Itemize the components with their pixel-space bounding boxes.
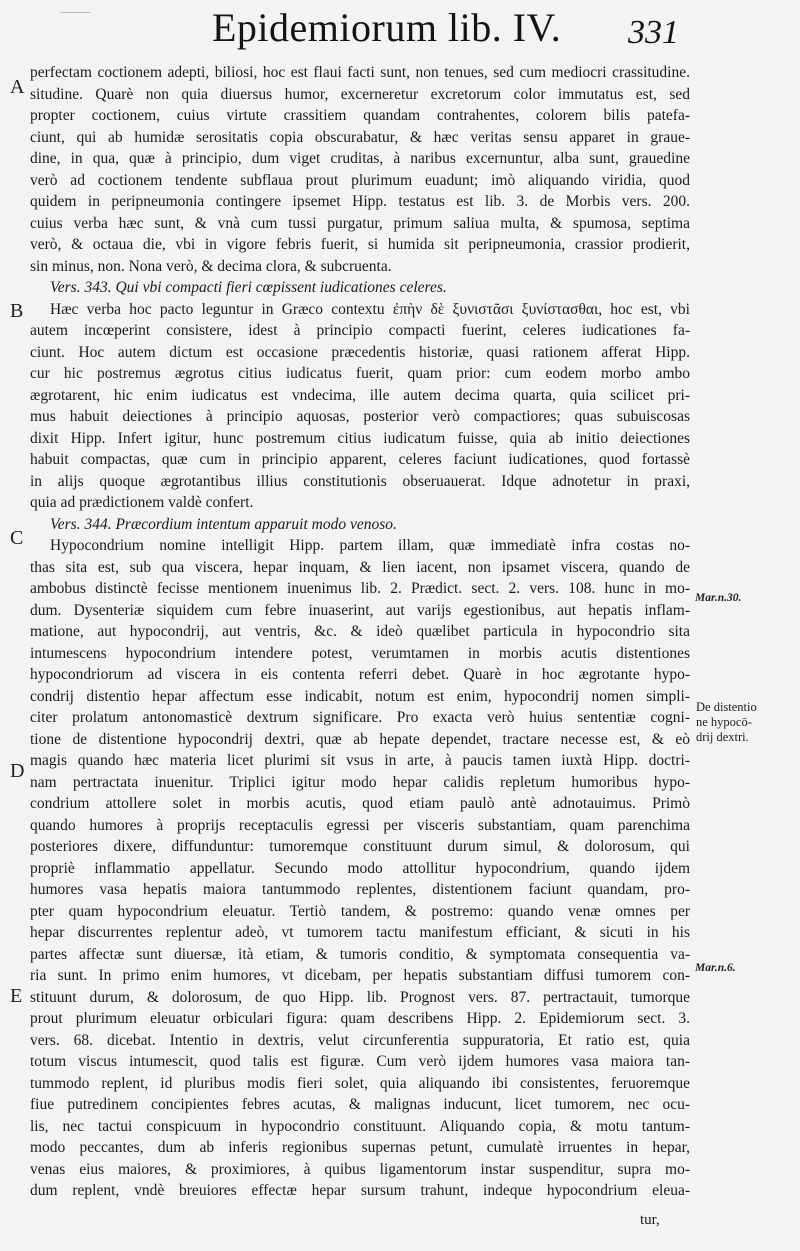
text-line: propter coctionem, cuius virtute crassitiem quandam contrahentes, colorem bilis patefa- (30, 107, 690, 124)
text-line: citer prolatum antonomasticè dextrum significare. Pro exacta verò huius sententiæ cogni- (30, 709, 690, 726)
text-line: sin minus, non. Nona verò, & decima clora, & subcruenta. (30, 257, 392, 275)
text-line: habuit compactas, quæ cum in principio apparent, celeres faciunt iudicationes, quod fortassè (30, 451, 690, 468)
text-line: matione, aut hypocondrij, aut ventris, &c. & ideò quælibet particula in hypocondrio sita (30, 623, 690, 640)
text-line: Hypocondrium nomine intelligit Hipp. partem illam, quæ immediatè infra costas no- (50, 537, 690, 554)
text-line: lis, nec tactui conspicuum in hypocondrio constituunt. Aliquando copia, & motu tantum- (30, 1117, 690, 1135)
margin-letter-e: E (10, 985, 23, 1007)
text-line: pter quam hypocondrium eleuatur. Tertiò tandem, & postremo: quando venæ omnes per (30, 902, 690, 920)
running-title: Epidemiorum lib. IV. (212, 5, 562, 50)
text-line: nam pertractata inuenitur. Triplici igitur modo hepar calidis repletum humoribus hypo- (30, 773, 690, 791)
text-line: autem incœperint consistere, idest à principio compacti fuerint, celeres iudicationes fa- (30, 322, 690, 339)
text-line: verò, & octaua die, vbi in vigore febris fuerit, si humida sit peripneumonia, crassior prodierit, (30, 236, 690, 253)
text-line: tummodo replent, id pluribus modis fieri solet, quia aliquando ibi consistentes, feruoremque (30, 1074, 690, 1092)
text-line: stituunt durum, & dolorosum, de quo Hipp. lib. Prognost vers. 87. pertractauit, tumorque (30, 988, 690, 1006)
text-line: prout plurimum eleuatur orbiculari figura: quam describens Hipp. 2. Epidemiorum sect. 3. (30, 1010, 690, 1027)
text-line: vers. 68. dicebat. Intentio in dextris, velut circunferentia suppuratoria, Et ratio est, quia (30, 1031, 690, 1049)
margin-heading-line: ne hypocō- (696, 715, 752, 729)
text-line: intumescens hypocondrium intendere potest, verumtamen in morbis acutis distentiones (30, 644, 690, 662)
text-line: quidem in peripneumonia contingere ipsemet Hipp. testatus est lib. 3. de Morbis vers. 200. (30, 193, 690, 210)
text-line: dum. Dysenteriæ siquidem cum febre inuaserint, aut varijs egestionibus, aut hepatis inflam- (30, 601, 690, 619)
text-line: Hæc verba hoc pacto leguntur in Græco contextu ἐπὴν δὲ ξυνιστᾶσι ξυνίστασθαι, hoc est, vbi (50, 300, 690, 318)
text-line: modo peccantes, dum ab inferis regionibus supernas petunt, cumulatè irruentes in hepar, (30, 1139, 690, 1156)
text-line: cuius verba hæc sunt, & vnà cum tussi purgatur, primum saliua multa, & spumosa, septima (30, 214, 690, 232)
text-line: quia ad prædictionem valdè confert. (30, 494, 254, 511)
page-number: 331 (628, 14, 679, 51)
ink-smudge (60, 2, 90, 13)
text-line: magis quando hæc materia licet plurimi sit vsus in arte, à paucis tamen iuxtà Hipp. doctri- (30, 752, 690, 769)
text-line: ambobus distinctè fecisse mentionem inuenimus lib. 2. Prædict. sect. 2. vers. 108. hunc in mo- (30, 580, 690, 597)
text-line: thas sita est, sub qua viscera, hepar inquam, & lien iacent, non ipsamet viscera, quando de (30, 558, 690, 576)
text-line: humores vasa hepatis maiora tantummodo replentes, distentionem faciunt quandam, pro- (30, 881, 690, 898)
text-line: mus habuit deiectiones à principio aquosas, posterior verò compactiores; quas subuiscosas (30, 408, 690, 425)
text-line: partes affectæ sunt diuersæ, ità etiam, & tumoris conditio, & symptomata consequentia va- (30, 945, 690, 963)
catchword: tur, (640, 1212, 660, 1228)
text-line: ciunt. Hoc autem dictum est occasione præcedentis historiæ, quasi rationem afferat Hipp. (30, 343, 690, 361)
text-line: ciunt, qui ab humidæ serositatis copia obscurabatur, & hæc veritas sensu apparet in graue- (30, 128, 690, 146)
text-line: situdine. Quarè non quia diuersus humor, excerneretur excretorum color immutatus est, sed (30, 85, 690, 103)
margin-reference: Mar.n.6. (695, 962, 736, 974)
text-line: fiue putredinem concipientes febres acutas, & malignas inducunt, licet tumorem, nec ocu- (30, 1096, 690, 1113)
text-line: tione de distentione hypocondrij dextri, quæ ab hepate dependet, tractare necesse est, & eò (30, 730, 690, 748)
margin-letter-c: C (10, 527, 24, 549)
verse-heading: Vers. 343. Qui vbi compacti fieri cœpissent iudicationes celeres. (50, 279, 447, 296)
margin-heading-line: drij dextri. (696, 730, 749, 744)
margin-letter-b: B (10, 300, 24, 322)
text-line: verò ad coctionem tendente subflaua prout plurimum euadunt; imò aliquando viridia, quod (30, 171, 690, 189)
text-line: in alijs quoque ægrotantibus illius constitutionis obseruauerat. Idque adnotetur in praxi, (30, 472, 690, 490)
text-line: condrium attollere solet in morbis acutis, quod etiam paulò antè adnotauimus. Primò (30, 795, 690, 812)
margin-letter-a: A (10, 76, 25, 98)
margin-letter-d: D (10, 760, 25, 782)
text-line: dixit Hipp. Infert igitur, hunc postremum citius iudicatum fuisse, quia ab initio deiectiones (30, 429, 690, 447)
verse-heading: Vers. 344. Præcordium intentum apparuit modo venoso. (50, 515, 397, 533)
body-text (30, 62, 690, 1202)
text-line: quando humores à proprijs receptaculis egressi per visceris substantiam, quam parenchima (30, 816, 690, 834)
text-line: hypocondriorum ad viscera in eis contenta referri debet. Quarè in hoc ægrotante hypo- (30, 666, 690, 683)
text-line: condrij distentio hepar affectum esse indicabit, notum est enim, hypocondrij nomen simpli- (30, 687, 690, 705)
text-line: totum viscus intumescit, quod talis est figuræ. Cum verò ijdem humores vasa maiora tan- (30, 1053, 690, 1070)
margin-heading-line: De distentio (696, 700, 757, 714)
text-line: cur hic postremus ægrotus citius iudicatus fuerit, quam prior: cum eodem morbo ambo (30, 365, 690, 382)
text-line: perfectam coctionem adepti, biliosi, hoc est flaui facti sunt, non tenues, sed cum mediocri crassitudine. (30, 64, 690, 81)
margin-reference: Mar.n.30. (695, 592, 742, 604)
text-line: venas eius maiores, & proximiores, à quibus ligamentorum instar suspenditur, supra mo- (30, 1160, 690, 1178)
margin-heading (696, 700, 757, 745)
text-line: hepar discurrentes replentur adeò, vt tumorem tactu manifestum efficiant, & sicuti in his (30, 924, 690, 941)
text-line: dum replent, vndè breuiores effectæ hepar sursum trahunt, indeque hypocondrium eleua- (30, 1182, 690, 1199)
text-line: ria sunt. In primo enim humores, vt dicebam, per hepatis substantiam diffusi tumorem con- (30, 967, 690, 984)
text-line: dine, in qua, quæ à principio, dum viget cruditas, à naribus excernuntur, alba sunt, grauedine (30, 150, 690, 167)
text-line: ægrotarent, hic enim iudicatus est vndecima, ille autem decima quarta, quia scilicet pri- (30, 386, 690, 404)
text-line: propriè inflammatio appellatur. Secundo modo attollitur hypocondrium, quando ijdem (30, 859, 690, 877)
text-line: posteriores dixere, diffunduntur: tumoremque constituunt durum simul, & dolorosum, qui (30, 838, 690, 855)
